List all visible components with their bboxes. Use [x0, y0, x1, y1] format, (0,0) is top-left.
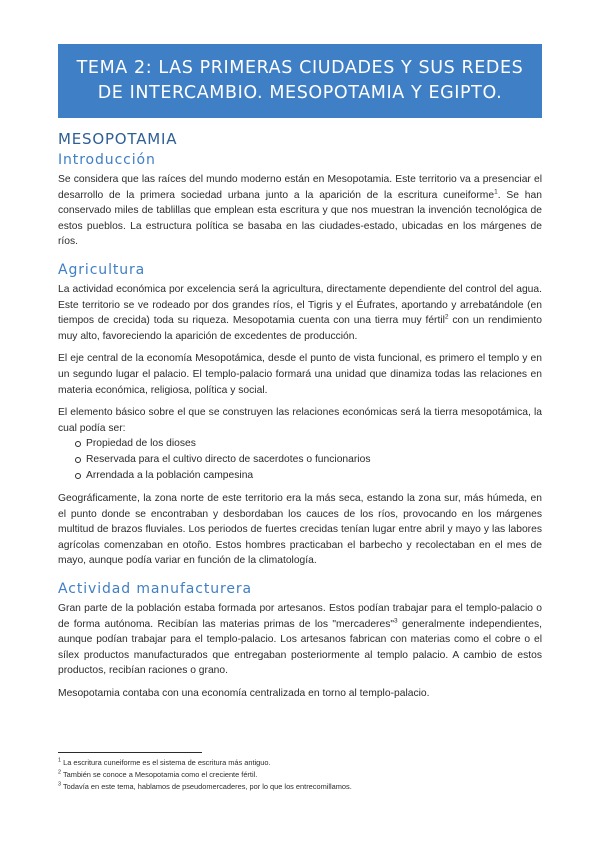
intro-text-a: Se considera que las raíces del mundo moderno están en Mesopotamia. Este territorio va a presenciar el desarrollo de la primera sociedad urbana junto a la aparición de la escritura cuneiforme	[58, 174, 542, 201]
footnote	[58, 781, 542, 793]
footnotes	[58, 757, 542, 793]
list-item	[58, 436, 542, 452]
footnote-ref-3: 3	[394, 617, 398, 625]
intro-heading: Introducción	[58, 152, 156, 168]
footnote-text: Todavía en este tema, hablamos de pseudomercaderes, por lo que los entrecomillamos.	[61, 782, 352, 791]
footnote-divider	[58, 752, 202, 753]
bullet-icon	[75, 457, 81, 463]
bullet-icon	[75, 441, 81, 447]
list-item-text: Reservada para el cultivo directo de sacerdotes o funcionarios	[86, 453, 371, 465]
agriculture-paragraph-3: El elemento básico sobre el que se construyen las relaciones económicas será la tierra mesopotámica, la cual podía ser:	[58, 407, 542, 434]
list-item	[58, 468, 542, 484]
footnote	[58, 769, 542, 781]
land-types-list	[58, 436, 542, 483]
agriculture-paragraph-2: El eje central de la economía Mesopotámica, desde el punto de vista funcional, es primero el templo y en un segundo lugar el palacio. El templo-palacio formará una unidad que dinamiza todas las relaciones en materia económica, religiosa, política y social.	[58, 353, 542, 396]
footnote-number: 3	[58, 781, 62, 788]
footnote-text: También se conoce a Mesopotamia como el creciente fértil.	[61, 770, 258, 779]
agriculture-paragraph-1	[58, 282, 542, 344]
manufacturing-paragraph-1	[58, 601, 542, 679]
footnote-ref-1: 1	[494, 188, 498, 196]
section-heading: MESOPOTAMIA	[58, 130, 178, 148]
document-body	[58, 128, 542, 709]
intro-paragraph	[58, 172, 542, 250]
agri-text-b: con un rendimiento muy alto, favoreciendo la aparición de excedentes de producción.	[58, 315, 542, 342]
agriculture-paragraph-4: Geográficamente, la zona norte de este territorio era la más seca, estando la zona sur, más húmeda, en el punto donde se encontraban y desbordaban los cauces de los ríos, provocando en los márgenes multitud de brazos fluviales. Los periodos de fuertes crecidas tenían lugar entre abril y mayo y las labores agrícolas comenzaban en otoño. Estos hombres practicaban el barbecho y recolectaban en el mes de mayo, aunque podía variar en función de la climatología.	[58, 493, 542, 567]
footnote	[58, 757, 542, 769]
agriculture-heading: Agricultura	[58, 261, 146, 278]
page-title: TEMA 2: LAS PRIMERAS CIUDADES Y SUS REDES DE INTERCAMBIO. MESOPOTAMIA Y EGIPTO.	[76, 58, 524, 103]
bullet-icon	[75, 473, 81, 479]
footnote-ref-2: 2	[444, 313, 449, 321]
list-item-text: Propiedad de los dioses	[86, 438, 196, 450]
footnote-number: 1	[58, 757, 62, 764]
list-item-text: Arrendada a la población campesina	[86, 469, 254, 481]
agri-text-a: La actividad económica por excelencia será la agricultura, directamente dependiente del control del agua. Este territorio se ve rodeado por dos grandes ríos, el Tigris y el Éufrates, aportando y arrebatándole (en tiempos de crecida) toda su riqueza. Mesopotamia cuenta con una tierra muy fértil	[58, 283, 542, 327]
title-banner	[58, 44, 542, 118]
list-item	[58, 452, 542, 468]
manu-text-a: Gran parte de la población estaba formada por artesanos. Estos podían trabajar para el templo-palacio o de forma autónoma. Recibían las materias primas de los "mercaderes"	[58, 603, 542, 630]
manufacturing-paragraph-2: Mesopotamia contaba con una economía centralizada en torno al templo-palacio.	[58, 688, 430, 700]
intro-text-b: . Se han conservado miles de tablillas que emplean esta escritura y que nos muestran la invención tecnológica de estos pueblos. La estructura política se basaba en las ciudades-estado, ubicadas en los márgenes de ríos.	[58, 189, 542, 248]
manufacturing-heading: Actividad manufacturera	[58, 581, 253, 598]
manu-text-b: generalmente independientes, aunque podían trabajar para el templo-palacio. Los artesanos fabrican con materias como el cobre o el sílex productos manufacturados que entregaban posteriormente al templo palacio. A cambio de estos productos, recibían raciones o grano.	[58, 618, 542, 677]
footnote-text: La escritura cuneiforme es el sistema de escritura más antiguo.	[61, 758, 271, 767]
footnote-number: 2	[58, 769, 62, 776]
